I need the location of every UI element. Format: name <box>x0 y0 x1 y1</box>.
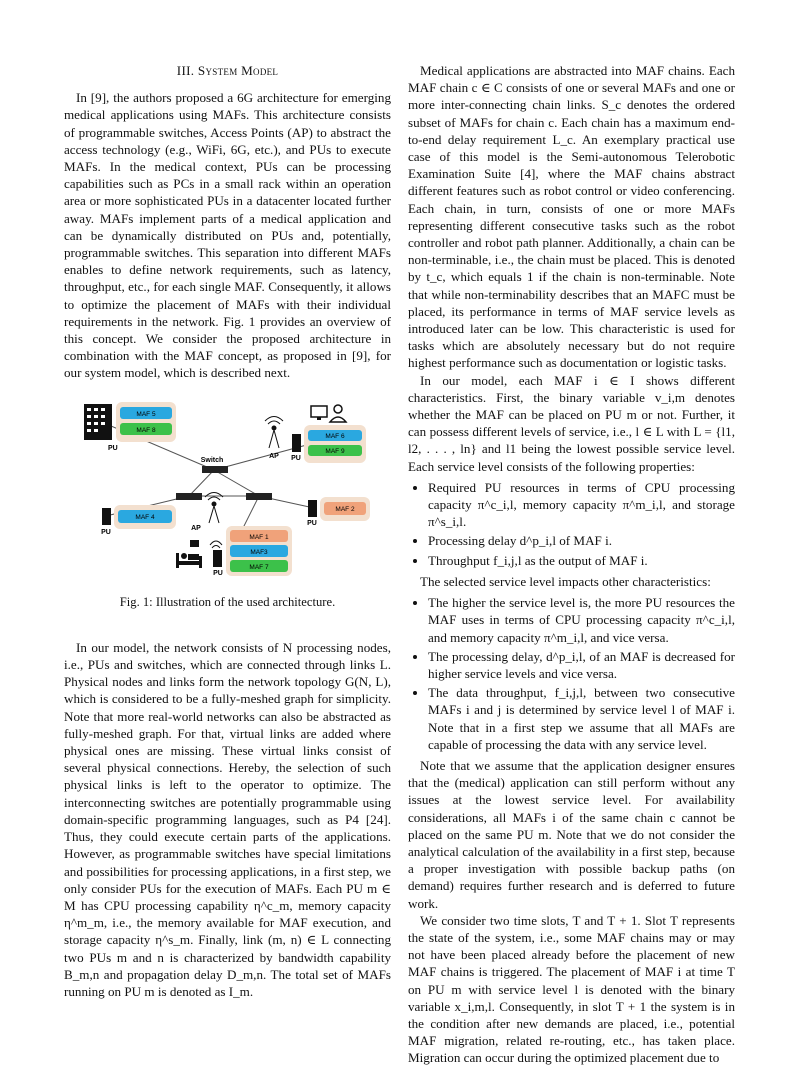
maf-6-label: MAF 6 <box>325 432 345 440</box>
monitor-icon <box>311 406 327 420</box>
pu-tower-icon-4 <box>102 508 111 525</box>
right-paragraph-1: Medical applications are abstracted into MAF chains. Each MAF chain c ∈ C consists of one or several MAFs and one or more inter-connecting chain links. S_c denotes the ordered subset of MAFs for chain c. Each chain has a maximum end-to-end delay requirement L_c. An exemplary practical use case of this model is the Semi-autonomous Telerobotic Examination Suite [4], where the MAF chains abstract different features such as robot control or video conferencing. Each chain, in turn, consists of one or more MAFs representing different consecutive tasks such as the robot controller and robot path planner. Additionally, a chain can be non-terminable, i.e., the chain must be placed. This is denoted by t_c, which equals 1 if the chain is non-terminable. Note that while non-terminability describes that an MAFC must be placed, its performance in terms of MAF service levels as introduced later can be low. This characteristic is used for tasks which are absolutely necessary but do not require highest performance such as documentation or logistic tasks. <box>408 63 735 371</box>
left-column <box>64 62 391 1000</box>
list-item: • Throughput f_i,j,l as the output of MAF i. <box>428 552 735 569</box>
section-heading <box>64 62 391 79</box>
left-paragraph-1: In [9], the authors proposed a 6G architecture for emerging medical applications using MAFs. This architecture consists of programmable switches, Access Points (AP) to abstract the access technology (e.g., WiFi, 6G, etc.), and PUs to execute MAFs. In the medical context, PUs can be processing capabilities such as PCs in a small rack within an operation area or more sophisticated PUs in a datacenter located further away. MAFs implement parts of a medical application and can be dynamically distributed on PUs and, potentially, programmable switches. This separation into different MAFs enables to define network requirements, such as latency, throughput, etc., for each single MAF. Consequently, it allows to optimize the placement of MAFs with their individual requirements in the network. Fig. 1 provides an overview of this concept. We consider the proposed architecture in combination with the MAF concept, as proposed in [9], for our system model, which is described next. <box>64 90 391 381</box>
maf-1-label: MAF 1 <box>249 533 269 541</box>
maf-7-label: MAF 7 <box>249 563 269 571</box>
pu-label-5: PU <box>213 569 223 577</box>
right-paragraph-5: We consider two time slots, T and T + 1. Slot T represents the state of the system, i.e., some MAF chains may or may not have been placed already before the placement of new MAF chains is triggered. The placement of MAF i at time T on PU m with service level l is denoted with the binary variable x_i,m,l. Consequently, in slot T + 1 the system is in the condition after new demands are placed, i.e., potential MAF migration, related re-routing, etc., has taken place. Migration can occur during the optimized placement due to <box>408 912 735 1066</box>
switch-icon <box>202 466 228 473</box>
pu-tower-icon-5 <box>213 550 222 567</box>
right-paragraph-4: Note that we assume that the application designer ensures that the (medical) application can still perform without any issues at the lowest service level. For availability considerations, all MAFs i of the same chain c cannot be placed on the same PU m. Note that we do not consider the analytical calculation of the availability in a first step, because a proper investigation with possible backup paths (on demand) requires further research and is deferred to future work. <box>408 757 735 911</box>
figure-caption: Fig. 1: Illustration of the used architecture. <box>119 594 336 609</box>
pu-label-1: PU <box>108 444 118 452</box>
pu-tower-icon-3 <box>308 500 317 517</box>
section-number: III. <box>176 63 195 78</box>
antenna-icon-2 <box>205 492 223 523</box>
antenna-icon <box>265 416 283 448</box>
left-paragraph-2: In our model, the network consists of N processing nodes, i.e., PUs and switches, which are connected through links L. Physical nodes and links form the network topology G(N, L), which is considered to be a fully-meshed graph for simplicity. Note that more real-world networks can also be abstracted as fully-meshed graph. For that, virtual links are added where physical ones are missing. These virtual links consist of several physical connections. Hereby, the selection of such physical links is left to the operator to optimize. The interconnecting switches are potentially programmable using domain-specific programming languages, such as P4 [24]. Thus, they could execute certain parts of the applications. However, as programmable switches have special limitations and possibilities for processing applications, in a first step, we only consider PUs for the execution of MAFs. Each PU m ∈ M has CPU processing capability η^c_m, memory capacity η^m_m, i.e., the memory available for MAF execution, and storage capacity η^s_m. Finally, link (m, n) ∈ L connecting two PUs m and n is characterized by bandwidth capability B_m,n and propagation delay D_m,n. The total set of MAFs running on PU m is denoted as I_m. <box>64 639 391 999</box>
maf-5-label: MAF 5 <box>136 410 156 418</box>
switch-icon-3 <box>246 493 272 500</box>
pu-tower-icon-2 <box>292 434 301 452</box>
maf-9-label: MAF 9 <box>325 447 345 455</box>
maf-3-label: MAF3 <box>250 548 268 556</box>
list-item: • Processing delay d^p_i,l of MAF i. <box>428 532 735 549</box>
pu-rack-icon <box>84 404 112 440</box>
switch-label: Switch <box>200 456 224 464</box>
service-level-impacts-list <box>408 594 735 753</box>
pu-label-4: PU <box>101 528 111 536</box>
doctor-icon <box>330 405 346 422</box>
architecture-diagram <box>64 398 391 586</box>
architecture-figure <box>64 398 391 586</box>
maf-2-label: MAF 2 <box>335 505 355 513</box>
antenna-small-icon <box>210 541 222 548</box>
patient-bed-icon <box>176 540 202 568</box>
maf-4-label: MAF 4 <box>135 513 155 521</box>
list-item: • The higher the service level is, the more PU resources the MAF uses in terms of CPU processing capacity π^c_i,l, and memory capacity π^m_i,l, and vice versa. <box>428 594 735 646</box>
pu-label-3: PU <box>307 519 317 527</box>
right-paragraph-3: The selected service level impacts other characteristics: <box>420 573 711 589</box>
ap-label-1: AP <box>269 452 279 460</box>
maf-8-label: MAF 8 <box>136 426 156 434</box>
switch-icon-2 <box>176 493 202 500</box>
list-item: • Required PU resources in terms of CPU processing capacity π^c_i,l, memory capacity π^m_i,l, and storage π^s_i,l. <box>428 479 735 531</box>
list-item: • The processing delay, d^p_i,l, of an MAF is decreased for higher service levels and vice versa. <box>428 648 735 682</box>
list-item: • The data throughput, f_i,j,l, between two consecutive MAFs i and j is determined by service level l of MAF i. Note that in a first step we assume that all MAFs are capable of processing the data with any service level. <box>428 684 735 753</box>
right-column <box>408 62 735 1067</box>
service-level-properties-list <box>408 479 735 569</box>
right-paragraph-2: In our model, each MAF i ∈ I shows different characteristics. First, the binary variable v_i,m denotes whether the MAF can be placed on PU m or not. Further, it can possess different levels of service, i.e., l ∈ L with L = {l1, l2, . . . , ln} and l1 being the lowest possible service level. Each service level consists of the following properties: <box>408 372 735 474</box>
pu-label-2: PU <box>291 454 301 462</box>
ap-label-2: AP <box>191 524 201 532</box>
section-title: System Model <box>197 63 279 78</box>
